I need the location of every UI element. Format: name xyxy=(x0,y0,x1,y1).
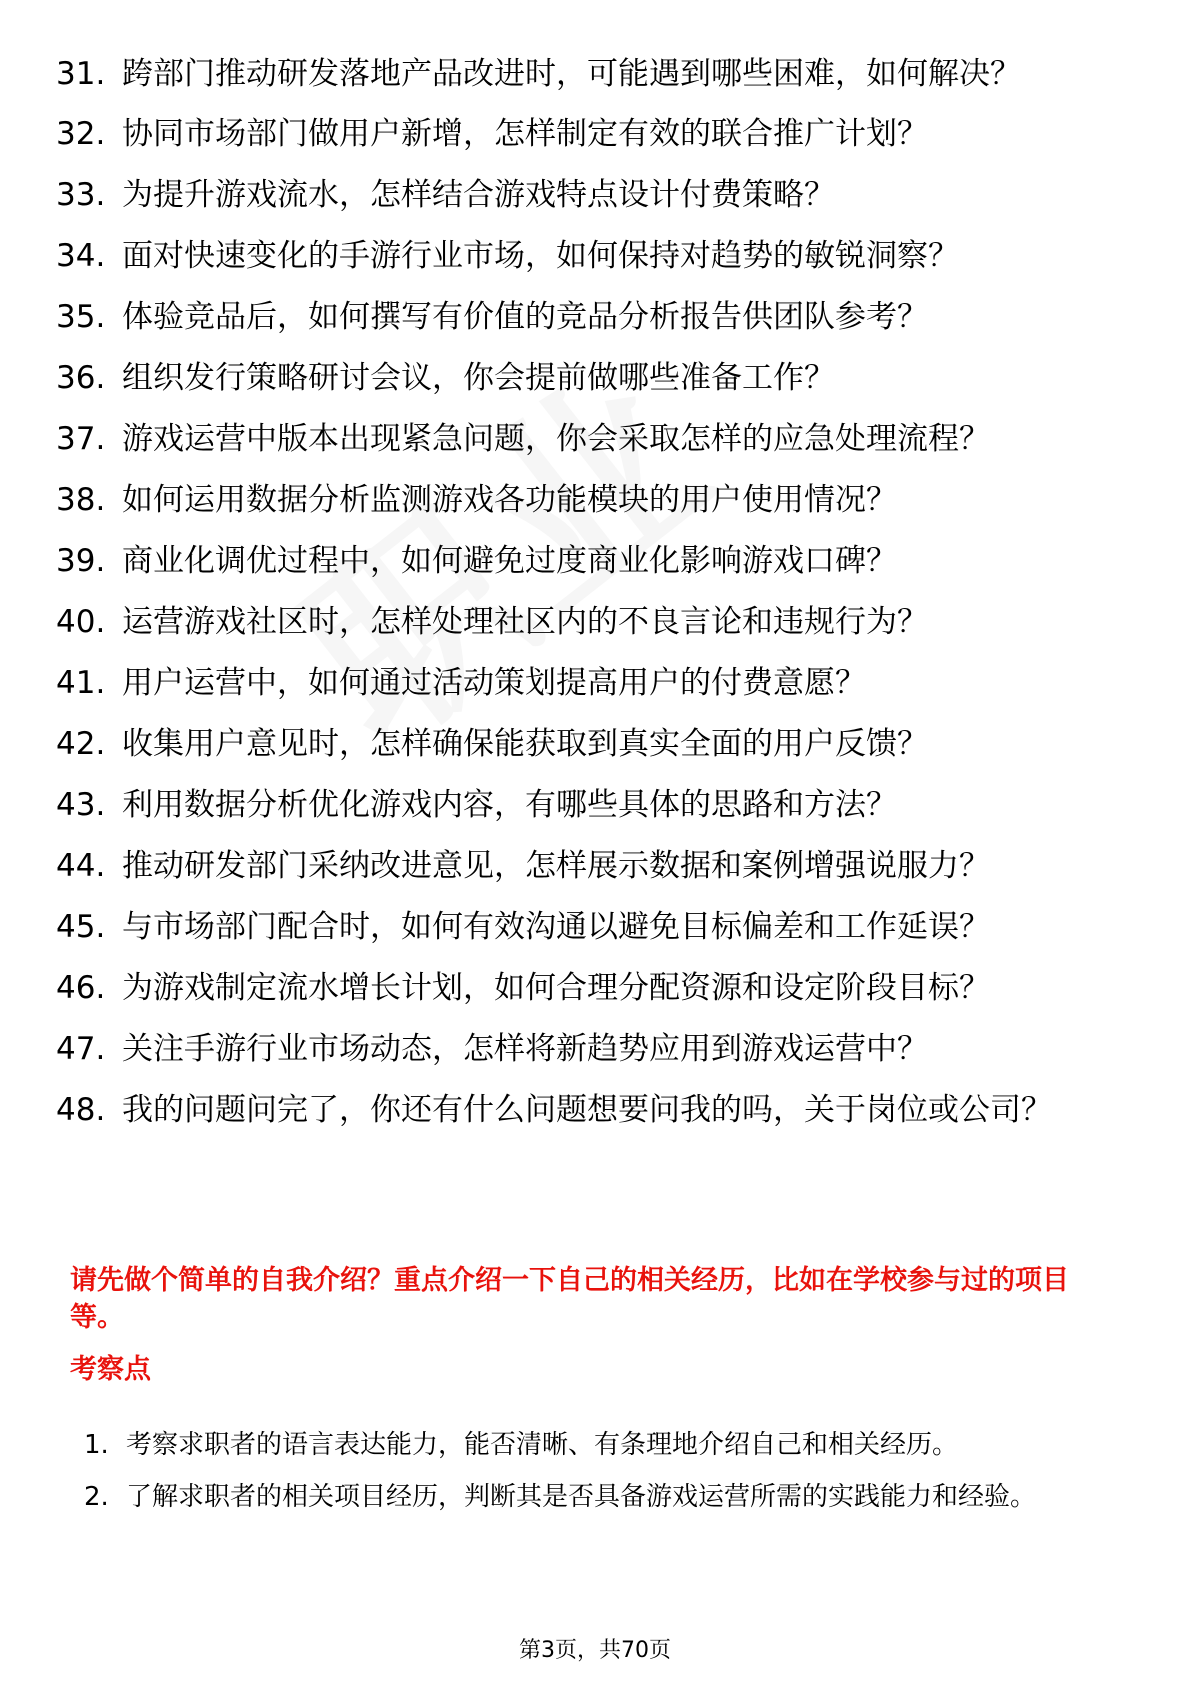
question-number: 48. xyxy=(56,1092,106,1128)
question-item xyxy=(56,785,1116,825)
question-item xyxy=(56,175,1116,215)
question-text: 收集用户意见时，怎样确保能获取到真实全面的用户反馈？ xyxy=(122,726,928,762)
question-number: 39. xyxy=(56,543,106,579)
question-item xyxy=(56,1029,1116,1069)
question-number: 32. xyxy=(56,116,106,152)
question-item xyxy=(56,541,1116,581)
question-item xyxy=(56,297,1116,337)
question-text: 组织发行策略研讨会议，你会提前做哪些准备工作？ xyxy=(122,360,835,396)
question-text: 我的问题问完了，你还有什么问题想要问我的吗，关于岗位或公司？ xyxy=(122,1092,1052,1128)
question-number: 38. xyxy=(56,482,106,518)
question-number: 31. xyxy=(56,56,106,92)
question-item xyxy=(56,724,1116,764)
question-number: 33. xyxy=(56,177,106,213)
question-number: 37. xyxy=(56,421,106,457)
question-item xyxy=(56,663,1116,703)
point-number: 1. xyxy=(84,1430,109,1460)
question-text: 为提升游戏流水，怎样结合游戏特点设计付费策略？ xyxy=(122,177,835,213)
question-text: 面对快速变化的手游行业市场，如何保持对趋势的敏锐洞察？ xyxy=(122,238,959,274)
question-text: 跨部门推动研发落地产品改进时，可能遇到哪些困难，如何解决？ xyxy=(122,56,1021,92)
question-number: 40. xyxy=(56,604,106,640)
question-number: 41. xyxy=(56,665,106,701)
point-text: 了解求职者的相关项目经历，判断其是否具备游戏运营所需的实践能力和经验。 xyxy=(126,1482,1037,1512)
question-number: 45. xyxy=(56,909,106,945)
question-item xyxy=(56,602,1116,642)
question-item xyxy=(56,236,1116,276)
question-text: 体验竞品后，如何撰写有价值的竞品分析报告供团队参考？ xyxy=(122,299,928,335)
section-heading: 考察点 xyxy=(70,1354,151,1385)
question-item xyxy=(56,54,1116,94)
question-text: 协同市场部门做用户新增，怎样制定有效的联合推广计划？ xyxy=(122,116,928,152)
question-item xyxy=(56,968,1116,1008)
question-list xyxy=(56,54,1116,1150)
question-item xyxy=(56,1090,1116,1130)
question-item xyxy=(56,114,1116,154)
list-item xyxy=(84,1422,1114,1468)
question-number: 42. xyxy=(56,726,106,762)
question-number: 47. xyxy=(56,1031,106,1067)
question-number: 43. xyxy=(56,787,106,823)
question-item xyxy=(56,480,1116,520)
question-text: 用户运营中，如何通过活动策划提高用户的付费意愿？ xyxy=(122,665,866,701)
assessment-points xyxy=(84,1422,1114,1526)
question-text: 游戏运营中版本出现紧急问题，你会采取怎样的应急处理流程？ xyxy=(122,421,990,457)
question-text: 商业化调优过程中，如何避免过度商业化影响游戏口碑？ xyxy=(122,543,897,579)
point-text: 考察求职者的语言表达能力，能否清晰、有条理地介绍自己和相关经历。 xyxy=(126,1430,959,1460)
question-text: 运营游戏社区时，怎样处理社区内的不良言论和违规行为？ xyxy=(122,604,928,640)
question-number: 36. xyxy=(56,360,106,396)
question-item xyxy=(56,358,1116,398)
question-text: 如何运用数据分析监测游戏各功能模块的用户使用情况？ xyxy=(122,482,897,518)
question-text: 与市场部门配合时，如何有效沟通以避免目标偏差和工作延误？ xyxy=(122,909,990,945)
question-number: 35. xyxy=(56,299,106,335)
question-item xyxy=(56,907,1116,947)
question-text: 为游戏制定流水增长计划，如何合理分配资源和设定阶段目标？ xyxy=(122,970,990,1006)
question-number: 46. xyxy=(56,970,106,1006)
section-question: 请先做个简单的自我介绍？重点介绍一下自己的相关经历，比如在学校参与过的项目等。 xyxy=(70,1265,1069,1333)
question-item xyxy=(56,846,1116,886)
question-number: 34. xyxy=(56,238,106,274)
question-text: 利用数据分析优化游戏内容，有哪些具体的思路和方法？ xyxy=(122,787,897,823)
question-number: 44. xyxy=(56,848,106,884)
question-text: 关注手游行业市场动态，怎样将新趋势应用到游戏运营中？ xyxy=(122,1031,928,1067)
page-number: 第3页，共70页 xyxy=(519,1638,671,1663)
list-item xyxy=(84,1474,1114,1520)
question-item xyxy=(56,419,1116,459)
point-number: 2. xyxy=(84,1482,109,1512)
question-text: 推动研发部门采纳改进意见，怎样展示数据和案例增强说服力？ xyxy=(122,848,990,884)
